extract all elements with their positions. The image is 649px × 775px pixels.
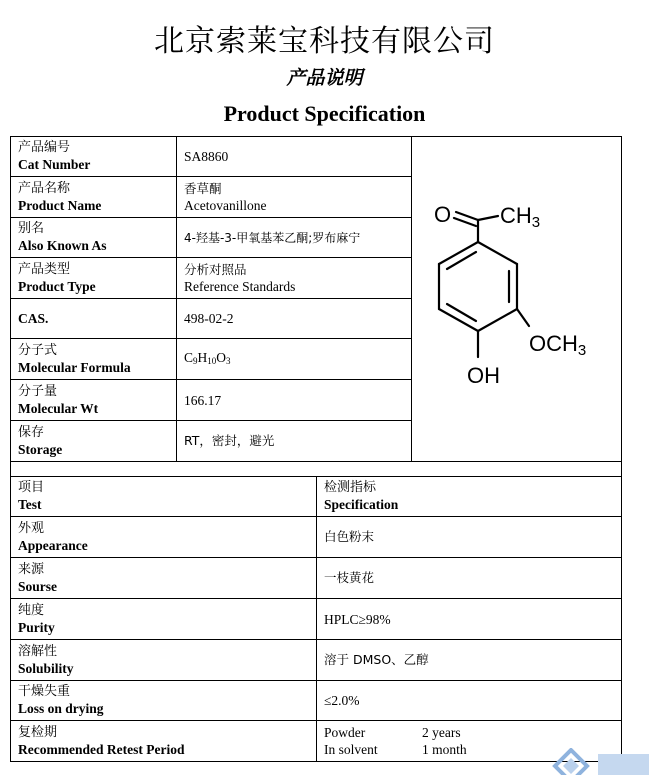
- formula-value: $C_9H_{10}O_3$: [184, 349, 231, 366]
- document-title: Product Specification: [223, 101, 426, 126]
- retest-period-label: 复检期 Recommended Retest Period: [18, 724, 185, 757]
- svg-text:OCH3: OCH3: [529, 331, 587, 359]
- document-subtitle: 产品说明: [286, 67, 363, 89]
- product-name-value: 香草酮 Acetovanillone: [184, 180, 267, 213]
- loss-on-drying-value: ≤2.0%: [324, 693, 360, 708]
- solvent-label: In solvent: [324, 742, 378, 757]
- spec-header-test: 项目 Test: [18, 480, 45, 512]
- mw-label: 分子量 Molecular Wt: [18, 383, 99, 416]
- solubility-label: 溶解性 Solubility: [18, 643, 74, 676]
- cat-number-label: 产品编号 Cat Number: [18, 140, 91, 172]
- source-value: 一枝黄花: [324, 570, 375, 585]
- source-label: 来源 Sourse: [18, 561, 58, 594]
- appearance-value: 白色粉末: [324, 529, 375, 544]
- svg-text:CH3: CH3: [500, 203, 541, 231]
- powder-label: Powder: [324, 725, 366, 740]
- product-type-value: 分析对照品 Reference Standards: [184, 261, 296, 294]
- formula-label: 分子式 Molecular Formula: [18, 342, 131, 375]
- product-name-label: 产品名称 Product Name: [18, 180, 102, 213]
- mw-value: 166.17: [184, 392, 222, 408]
- solubility-value: 溶于 DMSO、乙醇: [324, 652, 429, 667]
- appearance-label: 外观 Appearance: [18, 520, 88, 553]
- storage-value: RT，密封，避光: [184, 433, 275, 448]
- aka-label: 别名 Also Known As: [18, 221, 107, 253]
- chemical-structure: [420, 180, 620, 400]
- watermark-bar: [598, 754, 649, 775]
- cat-number-value: SA8860: [184, 149, 229, 164]
- methoxy-label: OCH: [529, 331, 578, 356]
- diamond-logo-icon: [551, 748, 591, 775]
- carbonyl-oxygen-label: O: [434, 202, 452, 227]
- cas-label: CAS.: [18, 311, 49, 326]
- purity-value: HPLC≥98%: [324, 611, 391, 627]
- storage-label: 保存 Storage: [18, 424, 63, 457]
- methyl-label: CH: [500, 203, 532, 228]
- product-type-label: 产品类型 Product Type: [18, 261, 96, 294]
- aka-value: 4-羟基-3-甲氧基苯乙酮;罗布麻宁: [184, 230, 361, 245]
- spec-header-specification: 检测指标 Specification: [324, 480, 399, 512]
- hydroxyl-label: OH: [467, 363, 500, 388]
- solvent-value: 1 month: [422, 742, 467, 757]
- company-name: 北京索莱宝科技有限公司: [154, 24, 495, 59]
- cas-value: 498-02-2: [184, 311, 234, 326]
- loss-on-drying-label: 干燥失重 Loss on drying: [18, 684, 104, 716]
- powder-value: 2 years: [422, 725, 461, 740]
- purity-label: 纯度 Purity: [18, 602, 55, 635]
